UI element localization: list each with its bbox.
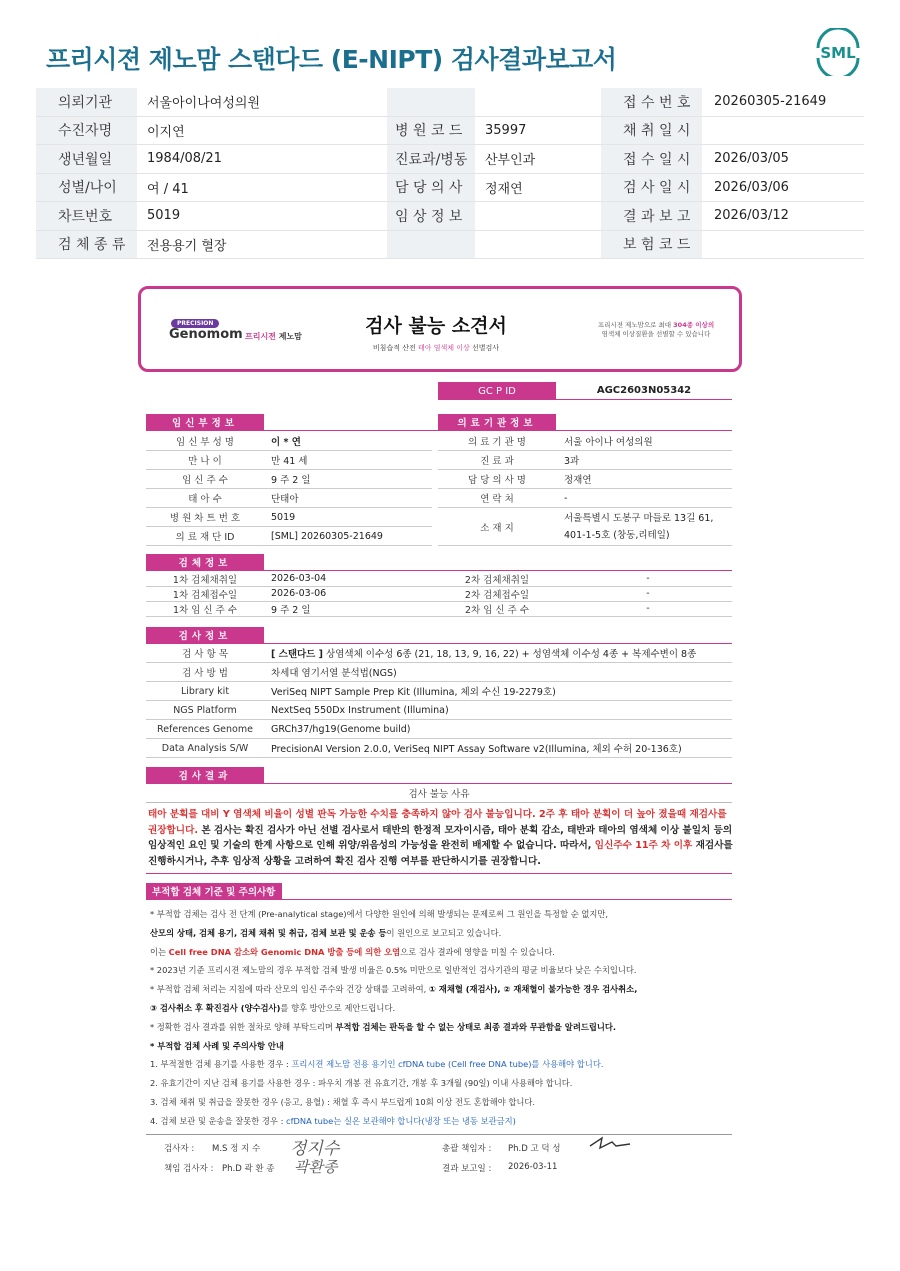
incapability-report	[138, 286, 742, 1176]
sample-label-2: 2차 검체접수일	[464, 589, 530, 601]
sample-value: 2026-03-06	[271, 588, 327, 599]
manager-name: Ph.D 고 덕 성	[508, 1144, 561, 1154]
guide-text-bold: 산모의 상태, 검체 용기, 검체 채취 및 취급, 검체 보관 및 운송 등	[150, 927, 387, 938]
guide-line	[150, 1021, 740, 1033]
report-date: 2026-03-11	[508, 1162, 558, 1172]
hospital-info-value: -	[564, 492, 568, 504]
info-value: 2026/03/06	[714, 179, 789, 195]
test-info-value	[271, 739, 731, 757]
guide-text: * 부적합 검체 처리는 지침에 따라 산모의 임신 주수와 건강 상태를 고려하여,	[150, 984, 429, 995]
pregnant-info-label: 만 나 이	[188, 456, 222, 467]
guide-text: 를 향후 방안으로 제안드립니다.	[280, 1003, 396, 1013]
guide-line	[150, 1002, 740, 1014]
info-label: 임 상 정 보	[387, 202, 475, 230]
test-info-value	[271, 644, 731, 662]
guide-line	[150, 1115, 740, 1127]
hospital-info-value: 정재연	[564, 475, 592, 486]
report-date-label: 결과 보고일 :	[442, 1164, 492, 1174]
pregnant-info-label: 의 료 재 단 ID	[175, 532, 235, 543]
guide-text-bold: ③ 검사취소 후 확진검사 (양수검사)	[150, 1003, 281, 1013]
test-info-value-text: PrecisionAI Version 2.0.0, VeriSeq NIPT Assay Software v2(Illumina, 체외 수허 20-136호)	[271, 744, 682, 755]
logo-text: SML	[820, 44, 856, 62]
report-note: 프리시젼 제노맘으로 최대 304종 이상의 염색체 이상질환을 선별할 수 있습니다	[597, 321, 715, 338]
chief-signature: 곽환종	[294, 1158, 338, 1176]
hospital-info-label: 의 료 기 관 명	[468, 437, 526, 448]
test-info-value-text: NextSeq 550Dx Instrument (Illumina)	[271, 704, 449, 716]
info-row	[36, 117, 864, 146]
gcp-id-value: AGC2603N05342	[556, 382, 732, 400]
info-label: 의뢰기관	[36, 88, 137, 116]
guide-text: 으로 검사 결과에 영향을 미칠 수 있습니다.	[400, 946, 555, 957]
sml-logo	[812, 28, 864, 76]
chief-label: 책임 검사자 :	[164, 1164, 214, 1174]
hospital-info-value: 서울 아이나 여성의원	[564, 437, 653, 448]
test-info-label: 검 사 방 법	[182, 668, 228, 679]
sample-value: 9 주 2 일	[271, 604, 311, 616]
hospital-info-label: 소 재 지	[480, 522, 514, 534]
guide-line	[150, 927, 740, 939]
guide-text-red: Cell free DNA 감소와 Genomic DNA 방출 등에 의한 오염	[168, 946, 401, 957]
info-value: 산부인과	[485, 153, 536, 169]
info-label: 담 당 의 사	[387, 174, 475, 202]
guide-text-blue: 프리시젼 제노맘 전용 용기인 cfDNA tube (Cell free DNA tube)를 사용해야 합니다.	[291, 1059, 604, 1070]
manager-label: 총괄 책임자 :	[442, 1144, 492, 1154]
test-info-label: References Genome	[157, 723, 253, 735]
test-info-value-text: 상염색체 이수성 6종 (21, 18, 13, 9, 16, 22) + 성염색체 이수성 4종 + 복제수변이 8종	[323, 649, 697, 660]
sample-value-2: -	[646, 603, 650, 614]
guide-text: 이 원인으로 보고되고 있습니다.	[386, 927, 502, 938]
info-row	[36, 231, 864, 260]
test-info-value	[271, 720, 731, 738]
test-info-value-text: VeriSeq NIPT Sample Prep Kit (Illumina, 체외 수신 19-2279호)	[271, 687, 556, 698]
section-sample-info: 검체정보	[146, 554, 264, 570]
brand-subtitle: 프리시젼 제노맘	[245, 332, 302, 341]
pregnant-info-label: 태 아 수	[188, 494, 222, 505]
report-title: 검사 불능 소견서	[365, 315, 507, 337]
guide-text: 이는	[150, 946, 169, 957]
guide-text-blue: cfDNA tube는 실온 보관해야 합니다(냉장 또는 냉동 보관금지)	[286, 1115, 516, 1126]
info-label	[387, 231, 475, 259]
info-value: 서울아이나여성의원	[147, 96, 261, 112]
pregnant-info-label: 병 원 차 트 번 호	[169, 513, 241, 524]
info-label: 접 수 번 호	[601, 88, 702, 116]
guide-line	[150, 908, 740, 920]
info-label	[387, 88, 475, 116]
tester-label: 검사자 :	[164, 1144, 195, 1154]
hospital-info-label: 담 당 의 사 명	[468, 475, 526, 486]
info-label: 병 원 코 드	[387, 117, 475, 145]
info-label: 진료과/병동	[387, 145, 475, 173]
row-divider	[438, 545, 732, 546]
test-info-value-bold: [ 스탠다드 ]	[271, 649, 324, 660]
info-value: 2026/03/12	[714, 208, 789, 224]
hospital-address-line1: 서울특별시 도봉구 마들로 13길 61,	[564, 513, 714, 524]
info-value	[702, 231, 864, 259]
info-label: 결 과 보 고	[601, 202, 702, 230]
info-value	[702, 117, 864, 145]
info-value: 여 / 41	[147, 181, 189, 197]
guide-line	[150, 1077, 740, 1089]
hospital-address-line2: 401-1-5호 (창동,리테일)	[564, 530, 670, 541]
tester-name: M.S 정 지 수	[212, 1144, 261, 1154]
test-info-label: 검 사 항 목	[182, 649, 228, 660]
info-value: 전용용기 혈장	[147, 238, 227, 254]
guide-text: 3. 검체 채취 및 취급을 잘못한 경우 (응고, 용혈) : 채혈 후 즉시 부드럽게 10회 이상 전도 혼합해야 합니다.	[150, 1097, 536, 1107]
row-divider	[146, 616, 732, 617]
guide-line	[150, 964, 740, 976]
result-header: 검사 불능 사유	[408, 789, 470, 800]
test-info-value-text: 차세대 염기서열 분석법(NGS)	[271, 668, 397, 679]
pregnant-info-label: 임 신 주 수	[182, 475, 228, 486]
info-label: 접 수 일 시	[601, 145, 702, 173]
guide-line	[150, 946, 740, 958]
hospital-info-label: 연 락 처	[480, 494, 514, 505]
sample-value-2: -	[646, 573, 650, 584]
section-pregnant-info: 임신부정보	[146, 414, 264, 430]
guide-line	[150, 1096, 740, 1108]
hospital-info-label: 진 료 과	[480, 456, 514, 467]
test-info-label: NGS Platform	[173, 704, 237, 716]
pregnant-info-value: 이 * 연	[271, 437, 301, 448]
info-label: 생년월일	[36, 145, 137, 173]
brand-name: Genomom	[169, 327, 243, 342]
test-info-label: Library kit	[180, 685, 230, 697]
guide-text-bold: 부적합 검체는 판독을 할 수 없는 상태로 최종 결과와 무관함을 알려드립니다.	[335, 1021, 617, 1032]
precision-badge: PRECISION	[171, 319, 219, 328]
pregnant-info-label: 임 신 부 성 명	[176, 437, 234, 448]
section-result: 검사결과	[146, 767, 264, 783]
test-info-value	[271, 701, 731, 719]
hospital-info-value: 3과	[564, 456, 580, 467]
sample-value-2: -	[646, 588, 650, 599]
info-value: 35997	[485, 122, 527, 138]
sample-label-2: 2차 임 신 주 수	[464, 604, 529, 616]
guide-line	[150, 983, 740, 995]
row-divider	[146, 545, 432, 546]
test-info-value	[271, 682, 731, 700]
info-label: 보 험 코 드	[601, 231, 702, 259]
report-subtitle: 비침습적 산전 태아 염색체 이상 선별검사	[372, 344, 500, 352]
test-info-value-text: GRCh37/hg19(Genome build)	[271, 723, 411, 735]
guide-line	[150, 1040, 740, 1052]
gcp-id-label: GC P ID	[438, 382, 556, 400]
info-row	[36, 145, 864, 174]
guide-text: 1. 부적절한 검체 용기를 사용한 경우 :	[150, 1059, 292, 1070]
guide-text-bold: ① 재채혈 (재검사), ② 재채혈이 불가능한 경우 검사취소,	[428, 984, 638, 995]
guide-title: 부적합 검체 기준 및 주의사항	[146, 883, 282, 899]
info-label: 검 체 종 류	[36, 231, 137, 259]
manager-signature	[586, 1134, 634, 1154]
info-value: 이지연	[147, 124, 185, 140]
row-divider	[146, 757, 732, 758]
info-row	[36, 174, 864, 203]
info-label: 차트번호	[36, 202, 137, 230]
guide-text-bold: * 부적합 검체 사례 및 주의사항 안내	[150, 1040, 284, 1051]
info-label: 수진자명	[36, 117, 137, 145]
info-label: 성별/나이	[36, 174, 137, 202]
chief-name: Ph.D 곽 환 종	[222, 1164, 275, 1174]
guide-text: 2. 유효기간이 지난 검체 용기를 사용한 경우 : 파우치 개봉 전 유효기간, 개봉 후 3개월 (90일) 이내 사용해야 합니다.	[150, 1078, 573, 1089]
section-test-info: 검사정보	[146, 627, 264, 643]
guide-text: * 부적합 검체는 검사 전 단계 (Pre-analytical stage)에서 다양한 원인에 의해 발생되는 문제로써 그 원인을 특정할 순 없지만,	[150, 909, 609, 919]
info-label: 채 취 일 시	[601, 117, 702, 145]
info-row	[36, 202, 864, 231]
guide-line	[150, 1058, 740, 1070]
guide-text: * 2023년 기준 프리시젼 제노맘의 경우 부적합 검체 발생 비율은 0.5% 미만으로 일반적인 검사기관의 평균 비율보다 낮은 수치입니다.	[150, 965, 637, 976]
info-value: 정재연	[485, 181, 523, 197]
section-hospital-info: 의료기관정보	[438, 414, 556, 430]
sample-label-2: 2차 검체채취일	[464, 574, 530, 586]
test-info-label: Data Analysis S/W	[161, 742, 249, 754]
info-value: 20260305-21649	[714, 94, 827, 110]
info-row	[36, 88, 864, 117]
sample-value: 2026-03-04	[271, 573, 327, 584]
guide-text: 4. 검체 보관 및 운송을 잘못한 경우 :	[150, 1115, 287, 1126]
patient-info-table	[36, 88, 864, 259]
sample-label: 1차 검체접수일	[172, 589, 238, 601]
tester-signature: 정지수	[290, 1139, 340, 1159]
pregnant-info-value: 9 주 2 일	[271, 475, 311, 486]
info-value: 2026/03/05	[714, 151, 789, 167]
info-value: 5019	[147, 208, 181, 224]
sample-label: 1차 임 신 주 수	[172, 604, 237, 616]
sample-label: 1차 검체채취일	[172, 574, 238, 586]
result-text: 태아 분획를 대비 Y 염색체 비율이 성별 판독 가능한 수치를 충족하지 않아 검사 불능입니다. 2주 후 태아 분획이 더 높아 졌을때 재검사를 권장합니다. 본 검사는 확진 검사가 아닌 선별 검사로서 태반의 한정적 모자이시즘, 태아 분획 감소, 태반과 태아의 염색체 이상 불일치 등의 임상적인 요인 및 기술의 한계 사항으로 인해 위양/위음성의 가능성을 완전히 배제할 수 없습니다. 따라서, 임신주수 11주 차 이후 재검사를 진행하시거나, 추후 임상적 상황을 고려하여 확진 검사 진행 여부를 판단하시기를 권장합니다.	[148, 809, 733, 867]
pregnant-info-value: [SML] 20260305-21649	[271, 530, 383, 542]
test-info-value	[271, 663, 731, 681]
pregnant-info-value: 만 41 세	[271, 456, 308, 467]
info-value: 1984/08/21	[147, 151, 222, 167]
report-header	[138, 286, 742, 372]
guide-text: * 정확한 검사 결과를 위한 절차로 양해 부탁드리며	[150, 1021, 336, 1032]
info-label: 검 사 일 시	[601, 174, 702, 202]
pregnant-info-value: 단태아	[271, 494, 299, 505]
page-title: 프리시젼 제노맘 스탠다드 (E-NIPT) 검사결과보고서	[46, 45, 617, 74]
pregnant-info-value: 5019	[271, 511, 296, 523]
